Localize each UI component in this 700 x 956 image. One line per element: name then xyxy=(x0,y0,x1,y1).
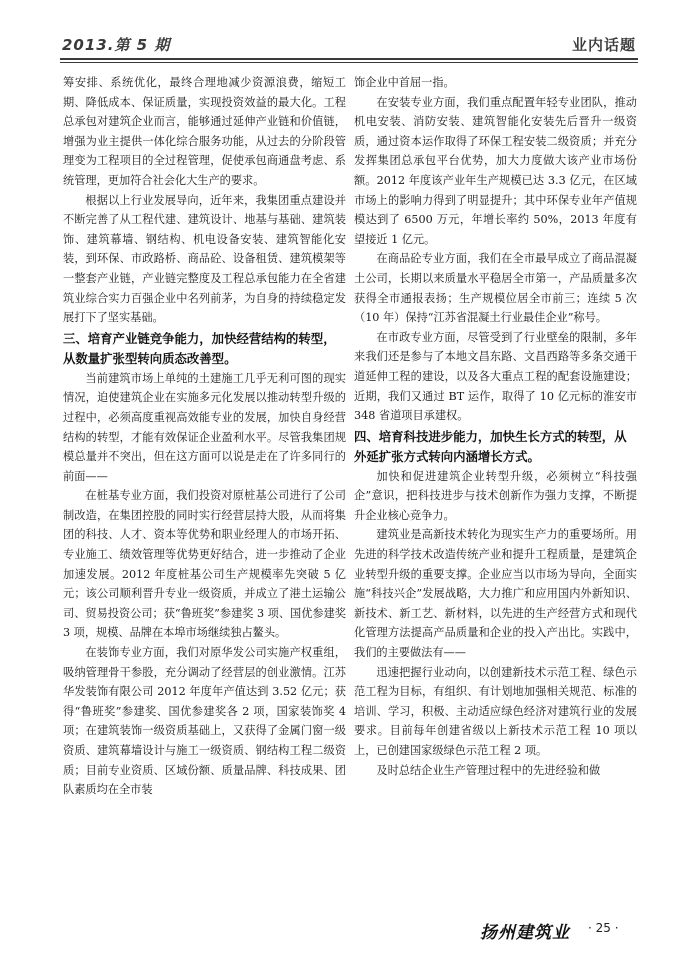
paragraph: 及时总结企业生产管理过程中的先进经验和做 xyxy=(376,763,601,777)
header-rule xyxy=(60,58,638,60)
right-column xyxy=(354,73,637,780)
section-title: 业内话题 xyxy=(571,36,636,54)
paragraph: 在装饰专业方面，我们对原华发公司实施产权重组，吸纳管理骨干参股，充分调动了经营层的创业激情。江苏华发装饰有限公司 2012 年度年产值达到 3.52 亿元；获得“鲁班奖”参建奖、国优参建奖各 2 项，国家装饰奖 4 项；在建筑装饰一级资质基础上，又获得了金属门窗一级资质、建筑幕墙设计与施工一级资质、钢结构工程二级资质；目前专业资质、区域份额、质量品牌、科技成果、团队素质均在全市装 xyxy=(63,646,346,797)
paragraph: 迅速把握行业动向，以创建新技术示范工程、绿色示范工程为目标，有组织、有计划地加强相关规范、标准的培训、学习，积极、主动适应绿色经济对建筑行业的发展要求。目前每年创建省级以上新技术示范工程 10 项以上，已创建国家级绿色示范工程 2 项。 xyxy=(354,665,637,757)
issue-label: 2013.第 5 期 xyxy=(62,36,171,54)
section-heading: 四、培育科技进步能力，加快生长方式的转型，从外延扩张方式转向内涵增长方式。 xyxy=(354,428,627,464)
paragraph: 在安装专业方面，我们重点配置年轻专业团队，推动机电安装、消防安装、建筑智能化安装先后晋升一级资质，通过资本运作取得了环保工程安装二级资质；并充分发挥集团总承包平台优势，加大力度做大该产业市场份额。2012 年度该产业年生产规模已达 3.3 亿元，在区域市场上的影响力得到了明显提升；其中环保专业年产值规模达到了 6500 万元，年增长率约 50%，2013 年度有望接近 1 亿元。 xyxy=(354,95,637,246)
paragraph: 在商品砼专业方面，我们在全市最早成立了商品混凝土公司，长期以来质量水平稳居全市第一，产品质量多次获得全市通报表扬；生产规模位居全市前三；连续 5 次（10 年）保持“江苏省混凝土行业最佳企业”称号。 xyxy=(354,252,637,325)
magazine-logo: 扬州建筑业 xyxy=(480,923,570,943)
paragraph: 筹安排、系统优化，最终合理地减少资源浪费，缩短工期、降低成本、保证质量，实现投资效益的最大化。工程总承包对建筑企业而言，能够通过延伸产业链和价值链，增强为业主提供一体化综合服务功能，从过去的分阶段管理变为工程项目的全过程管理，促使承包商通盘考虑、系统管理，更加符合社会化大生产的要求。 xyxy=(63,76,346,187)
paragraph: 建筑业是高新技术转化为现实生产力的重要场所。用先进的科学技术改造传统产业和提升工程质量，是建筑企业转型升级的重要支撑。企业应当以市场为导向，全面实施“科技兴企”发展战略，大力推广和应用国内外新知识、新技术、新工艺、新材料，以先进的生产经营方式和现代化管理方法提高产品质量和企业的投入产出比。实践中，我们的主要做法有—— xyxy=(354,528,637,660)
paragraph: 饰企业中首屈一指。 xyxy=(354,76,455,89)
header-rule-thin xyxy=(60,62,638,63)
page-header xyxy=(60,34,638,60)
left-column xyxy=(63,73,346,800)
section-heading: 三、培育产业链竞争能力，加快经营结构的转型，从数量扩张型转向质态改善型。 xyxy=(63,330,336,366)
paragraph: 根据以上行业发展导向，近年来，我集团重点建设并不断完善了从工程代建、建筑设计、地基与基础、建筑装饰、建筑幕墙、钢结构、机电设备安装、建筑智能化安装，到环保、市政路桥、商品砼、设备租赁、建筑模架等一整套产业链，产业链完整度及工程总承包能力在全省建筑业综合实力百强企业中名列前茅，为自身的持续稳定发展打下了坚实基础。 xyxy=(63,193,346,325)
paragraph: 加快和促进建筑企业转型升级，必须树立“科技强企”意识，把科技进步与技术创新作为强力支撑，不断提升企业核心竞争力。 xyxy=(354,469,637,522)
paragraph: 当前建筑市场上单纯的土建施工几乎无利可图的现实情况，迫使建筑企业在实施多元化发展以推动转型升级的过程中，必须高度重视高效能专业的发展，加快自身经营结构的转型，才能有效保证企业盈利水平。尽管我集团规模总量并不突出，但在这方面可以说是走在了许多同行的前面—— xyxy=(63,371,346,483)
paragraph: 在桩基专业方面，我们投资对原桩基公司进行了公司制改造，在集团控股的同时实行经营层持大股，从而将集团的科技、人才、资本等优势和职业经理人的市场开拓、专业施工、绩效管理等优势更好结合，进一步推动了企业加速发展。2012 年度桩基公司生产规模率先突破 5 亿元；该公司顺利晋升专业一级资质，并成立了港土运输公司、贸易投资公司；获“鲁班奖”参建奖 3 项、国优参建奖 3 项，规模、品牌在本埠市场继续独占鳌头。 xyxy=(63,489,346,640)
page-number: · 25 · xyxy=(588,921,619,935)
paragraph: 在市政专业方面，尽管受到了行业壁垒的限制，多年来我们还是参与了本地文昌东路、文昌西路等多条交通干道延伸工程的建设，以及各大重点工程的配套设施建设；近期，我们又通过 BT 运作，取得了 10 亿元标的淮安市 348 省道项目承建权。 xyxy=(354,330,637,423)
